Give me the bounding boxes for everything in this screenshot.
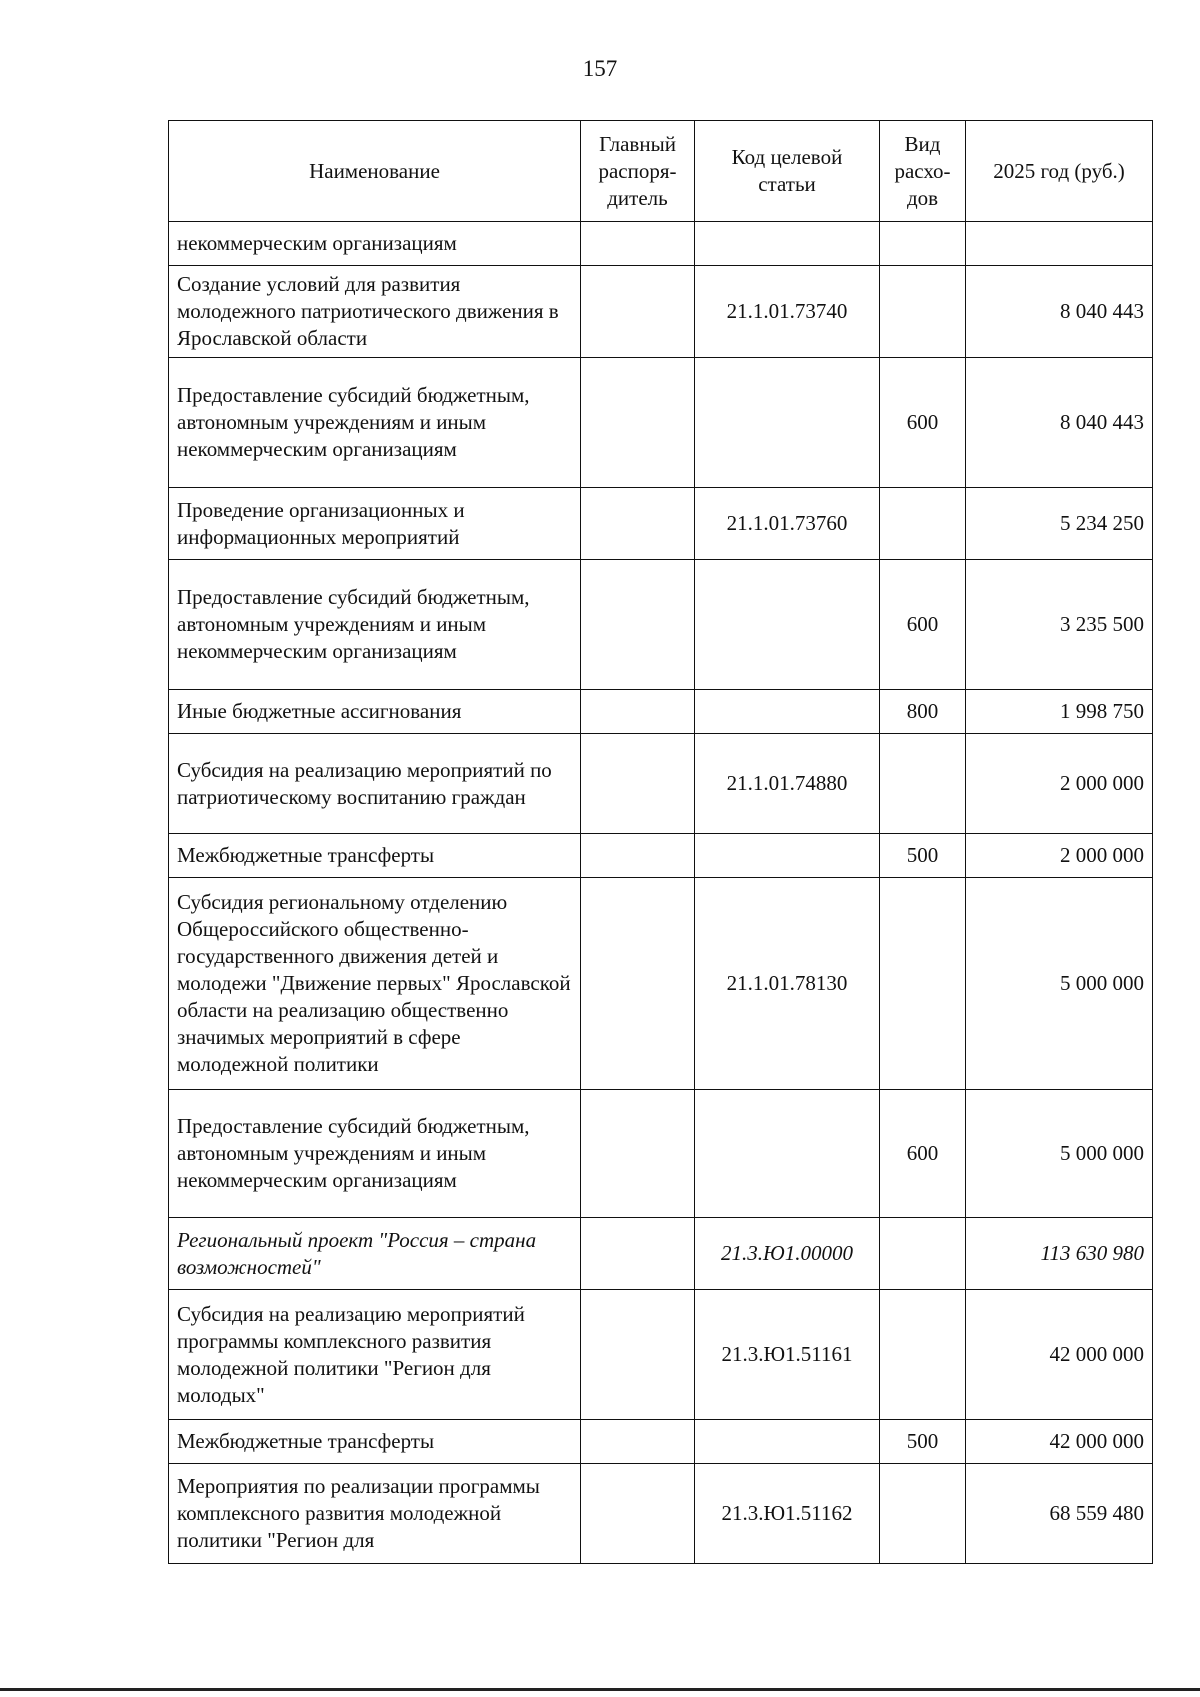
cell-vid: 500 bbox=[880, 1420, 966, 1464]
cell-manager bbox=[581, 358, 695, 488]
cell-name: Предоставление субсидий бюджетным, автономным учреждениям и иным некоммерческим организациям bbox=[169, 358, 581, 488]
header-manager: Главный распоря-дитель bbox=[581, 121, 695, 222]
cell-name: Межбюджетные трансферты bbox=[169, 834, 581, 878]
cell-manager bbox=[581, 1420, 695, 1464]
cell-manager bbox=[581, 878, 695, 1090]
cell-name: Субсидия региональному отделению Общероссийского общественно-государственного движения детей и молодежи "Движение первых" Ярославской области на реализацию общественно значимых мероприятий в сфере молодежной политики bbox=[169, 878, 581, 1090]
cell-code: 21.3.Ю1.51162 bbox=[695, 1464, 880, 1564]
cell-name: Межбюджетные трансферты bbox=[169, 1420, 581, 1464]
table-row bbox=[169, 358, 1153, 488]
cell-amount: 5 000 000 bbox=[966, 878, 1153, 1090]
table-row bbox=[169, 488, 1153, 560]
cell-code bbox=[695, 690, 880, 734]
cell-name: некоммерческим организациям bbox=[169, 222, 581, 266]
cell-manager bbox=[581, 266, 695, 358]
header-vid: Вид расхо-дов bbox=[880, 121, 966, 222]
page-number: 157 bbox=[582, 56, 618, 81]
cell-code: 21.3.Ю1.51161 bbox=[695, 1290, 880, 1420]
table-row bbox=[169, 222, 1153, 266]
table-row bbox=[169, 1464, 1153, 1564]
header-name: Наименование bbox=[169, 121, 581, 222]
cell-vid bbox=[880, 488, 966, 560]
cell-code bbox=[695, 1090, 880, 1218]
cell-name: Мероприятия по реализации программы комплексного развития молодежной политики "Регион для bbox=[169, 1464, 581, 1564]
cell-amount: 42 000 000 bbox=[966, 1290, 1153, 1420]
cell-amount: 5 000 000 bbox=[966, 1090, 1153, 1218]
cell-name: Предоставление субсидий бюджетным, автономным учреждениям и иным некоммерческим организациям bbox=[169, 560, 581, 690]
header-year: 2025 год (руб.) bbox=[966, 121, 1153, 222]
cell-code bbox=[695, 358, 880, 488]
cell-manager bbox=[581, 1218, 695, 1290]
table-row bbox=[169, 734, 1153, 834]
cell-amount: 2 000 000 bbox=[966, 734, 1153, 834]
table-row bbox=[169, 1218, 1153, 1290]
table-row bbox=[169, 690, 1153, 734]
budget-table bbox=[168, 120, 1153, 1564]
cell-amount: 2 000 000 bbox=[966, 834, 1153, 878]
cell-vid bbox=[880, 222, 966, 266]
cell-amount: 3 235 500 bbox=[966, 560, 1153, 690]
cell-amount: 5 234 250 bbox=[966, 488, 1153, 560]
cell-name: Проведение организационных и информационных мероприятий bbox=[169, 488, 581, 560]
cell-amount: 113 630 980 bbox=[966, 1218, 1153, 1290]
table-body bbox=[169, 222, 1153, 1564]
table-row bbox=[169, 878, 1153, 1090]
cell-code: 21.1.01.73760 bbox=[695, 488, 880, 560]
cell-name: Субсидия на реализацию мероприятий по патриотическому воспитанию граждан bbox=[169, 734, 581, 834]
cell-amount: 1 998 750 bbox=[966, 690, 1153, 734]
cell-amount: 68 559 480 bbox=[966, 1464, 1153, 1564]
cell-code: 21.3.Ю1.00000 bbox=[695, 1218, 880, 1290]
cell-code: 21.1.01.73740 bbox=[695, 266, 880, 358]
cell-manager bbox=[581, 734, 695, 834]
cell-amount: 8 040 443 bbox=[966, 266, 1153, 358]
cell-name: Предоставление субсидий бюджетным, автономным учреждениям и иным некоммерческим организациям bbox=[169, 1090, 581, 1218]
table-row bbox=[169, 1420, 1153, 1464]
table-row bbox=[169, 266, 1153, 358]
cell-vid: 600 bbox=[880, 1090, 966, 1218]
cell-amount: 8 040 443 bbox=[966, 358, 1153, 488]
cell-manager bbox=[581, 488, 695, 560]
cell-code: 21.1.01.78130 bbox=[695, 878, 880, 1090]
cell-code bbox=[695, 1420, 880, 1464]
cell-manager bbox=[581, 222, 695, 266]
cell-amount bbox=[966, 222, 1153, 266]
cell-vid: 500 bbox=[880, 834, 966, 878]
table-row bbox=[169, 560, 1153, 690]
cell-vid bbox=[880, 1218, 966, 1290]
cell-vid bbox=[880, 878, 966, 1090]
table-header bbox=[169, 121, 1153, 222]
cell-vid bbox=[880, 1464, 966, 1564]
header-code: Код целевой статьи bbox=[695, 121, 880, 222]
table-row bbox=[169, 1290, 1153, 1420]
cell-manager bbox=[581, 1090, 695, 1218]
cell-code: 21.1.01.74880 bbox=[695, 734, 880, 834]
cell-manager bbox=[581, 834, 695, 878]
cell-code bbox=[695, 834, 880, 878]
cell-manager bbox=[581, 690, 695, 734]
table-row bbox=[169, 1090, 1153, 1218]
cell-manager bbox=[581, 560, 695, 690]
cell-vid bbox=[880, 734, 966, 834]
page-bottom-edge bbox=[0, 1688, 1200, 1691]
cell-manager bbox=[581, 1290, 695, 1420]
cell-name: Субсидия на реализацию мероприятий программы комплексного развития молодежной политики "Регион для молодых" bbox=[169, 1290, 581, 1420]
header-row bbox=[169, 121, 1153, 222]
cell-vid bbox=[880, 1290, 966, 1420]
table-row bbox=[169, 834, 1153, 878]
cell-vid: 600 bbox=[880, 358, 966, 488]
cell-vid bbox=[880, 266, 966, 358]
cell-name: Иные бюджетные ассигнования bbox=[169, 690, 581, 734]
cell-name: Создание условий для развития молодежного патриотического движения в Ярославской области bbox=[169, 266, 581, 358]
cell-vid: 600 bbox=[880, 560, 966, 690]
cell-code bbox=[695, 560, 880, 690]
cell-name: Региональный проект "Россия – страна возможностей" bbox=[169, 1218, 581, 1290]
cell-manager bbox=[581, 1464, 695, 1564]
cell-code bbox=[695, 222, 880, 266]
cell-vid: 800 bbox=[880, 690, 966, 734]
cell-amount: 42 000 000 bbox=[966, 1420, 1153, 1464]
